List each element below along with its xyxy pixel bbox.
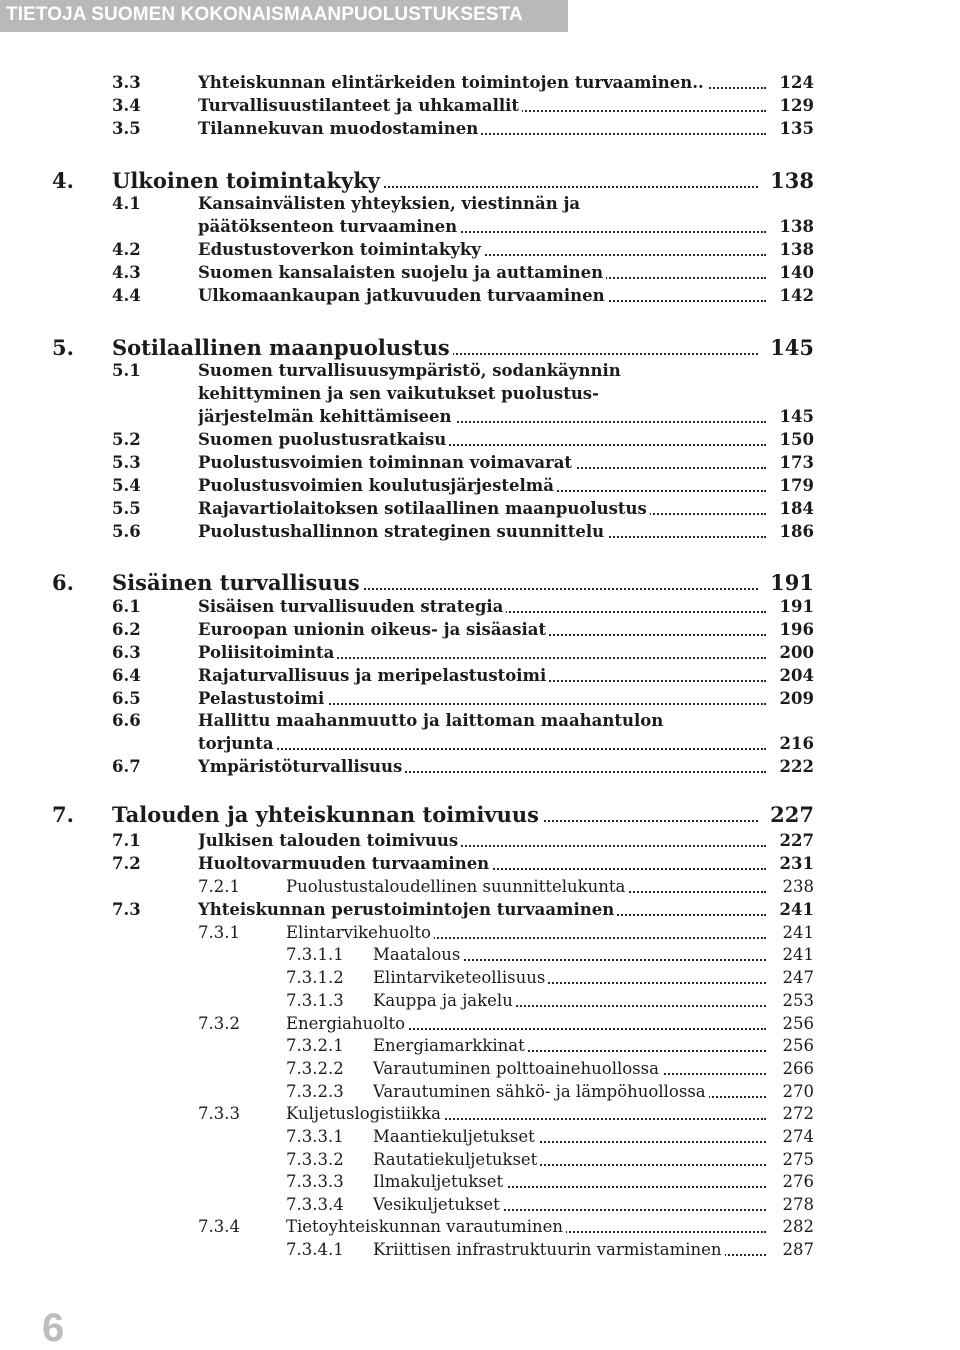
toc-chapter [0, 335, 960, 363]
toc-entry-page: 241 [782, 945, 814, 964]
toc-entry-title: Vesikuljetukset [373, 1195, 503, 1214]
toc-entry-page: 241 [782, 923, 814, 942]
toc-chapter [0, 802, 960, 830]
toc-entry [0, 1194, 960, 1218]
toc-entry-page: 129 [779, 96, 814, 115]
toc-entry-number: 6. [52, 570, 74, 595]
toc-entry-title: Maantiekuljetukset [373, 1127, 538, 1146]
toc-entry-title: Ulkomaankaupan jatkuvuuden turvaaminen [198, 286, 608, 305]
toc-entry [0, 688, 960, 712]
toc-entry-page: 272 [782, 1104, 814, 1123]
toc-entry-page: 209 [779, 689, 814, 708]
toc-entry-number: 5.4 [112, 476, 141, 495]
toc-entry [0, 596, 960, 620]
toc-entry-title: Talouden ja yhteiskunnan toimivuus [112, 802, 542, 827]
toc-entry-title: Suomen turvallisuusympäristö, sodankäynnin [198, 361, 624, 380]
toc-entry-title: Ympäristöturvallisuus [198, 757, 405, 776]
toc-entry [0, 853, 960, 877]
toc-entry-number: 6.7 [112, 757, 141, 776]
toc-entry-page: 173 [779, 453, 814, 472]
toc-entry-title: Kriittisen infrastruktuurin varmistaminen [373, 1240, 725, 1259]
toc-entry [0, 193, 960, 217]
toc-entry-number: 5.5 [112, 499, 141, 518]
toc-entry-title: järjestelmän kehittämiseen [198, 407, 455, 426]
toc-entry-title: Huoltovarmuuden turvaaminen [198, 854, 492, 873]
toc-entry-page: 204 [779, 666, 814, 685]
toc-entry-page: 124 [779, 73, 814, 92]
toc-entry-page: 200 [779, 643, 814, 662]
toc-entry [0, 1013, 960, 1037]
toc-entry-number: 4.4 [112, 286, 141, 305]
toc-entry [0, 967, 960, 991]
dot-leader [198, 748, 766, 750]
toc-entry-number: 5.1 [112, 361, 141, 380]
toc-entry-number: 6.3 [112, 643, 141, 662]
toc-entry-number: 7.3.2.1 [286, 1036, 344, 1055]
toc-entry-number: 6.5 [112, 689, 141, 708]
toc-entry [0, 756, 960, 780]
toc-entry-page: 231 [779, 854, 814, 873]
toc-entry-title: Kauppa ja jakelu [373, 991, 516, 1010]
toc-entry-title: päätöksenteon turvaaminen [198, 217, 460, 236]
toc-entry-number: 7.3.2.2 [286, 1059, 344, 1078]
toc-entry-number: 4.1 [112, 194, 141, 213]
toc-entry-page: 266 [782, 1059, 814, 1078]
toc-entry-number: 3.3 [112, 73, 141, 92]
toc-entry [0, 285, 960, 309]
toc-entry-number: 7.3.4 [198, 1217, 240, 1236]
toc-entry [0, 1149, 960, 1173]
toc-entry [0, 1239, 960, 1263]
toc-entry-page: 270 [782, 1082, 814, 1101]
toc-entry [0, 733, 960, 757]
toc-entry-number: 7.3.1 [198, 923, 240, 942]
toc-entry [0, 830, 960, 854]
toc-chapter [0, 570, 960, 598]
toc-entry-number: 5.2 [112, 430, 141, 449]
toc-entry-title: Pelastustoimi [198, 689, 327, 708]
toc-entry-number: 4.2 [112, 240, 141, 259]
toc-entry-number: 7.3.3.2 [286, 1150, 344, 1169]
toc-entry [0, 360, 960, 384]
toc-entry-number: 7.3.3.4 [286, 1195, 344, 1214]
toc-entry-number: 7.3.2 [198, 1014, 240, 1033]
toc-entry-page: 222 [779, 757, 814, 776]
toc-entry-page: 274 [782, 1127, 814, 1146]
toc-entry-title: Varautuminen polttoainehuollossa [373, 1059, 662, 1078]
toc-entry-number: 7.3.1.1 [286, 945, 344, 964]
toc-entry [0, 899, 960, 923]
toc-entry [0, 1058, 960, 1082]
toc-entry-page: 256 [782, 1014, 814, 1033]
toc-entry-page: 145 [779, 407, 814, 426]
toc-entry-title: torjunta [198, 734, 277, 753]
toc-entry-title: Yhteiskunnan elintärkeiden toimintojen turvaaminen.. [198, 73, 707, 92]
toc-entry-page: 227 [779, 831, 814, 850]
toc-entry-page: 276 [782, 1172, 814, 1191]
toc-entry-title: Energiamarkkinat [373, 1036, 528, 1055]
toc-entry [0, 95, 960, 119]
toc-entry-title: Poliisitoiminta [198, 643, 337, 662]
toc-entry-page: 179 [779, 476, 814, 495]
toc-entry-page: 142 [779, 286, 814, 305]
toc-entry-page: 138 [779, 217, 814, 236]
toc-entry [0, 876, 960, 900]
toc-entry-number: 5.6 [112, 522, 141, 541]
toc-entry-page: 138 [779, 240, 814, 259]
toc-entry [0, 710, 960, 734]
toc-entry-page: 238 [782, 877, 814, 896]
toc-entry [0, 475, 960, 499]
toc-entry [0, 262, 960, 286]
toc-entry-title: Rajavartiolaitoksen sotilaallinen maanpuolustus [198, 499, 650, 518]
toc-entry-page: 256 [782, 1036, 814, 1055]
toc-entry-number: 7.1 [112, 831, 141, 850]
toc-entry-title: Sisäisen turvallisuuden strategia [198, 597, 506, 616]
toc-entry-title: Rajaturvallisuus ja meripelastustoimi [198, 666, 549, 685]
toc-entry-title: kehittyminen ja sen vaikutukset puolustus- [198, 384, 602, 403]
toc-entry-number: 7. [52, 802, 74, 827]
toc-entry-title: Edustustoverkon toimintakyky [198, 240, 484, 259]
toc-entry-page: 138 [770, 168, 814, 193]
toc-entry-number: 7.2.1 [198, 877, 240, 896]
toc-entry [0, 118, 960, 142]
toc-entry-title: Tilannekuvan muodostaminen [198, 119, 481, 138]
toc-entry [0, 521, 960, 545]
toc-entry [0, 383, 960, 407]
toc-entry-page: 247 [782, 968, 814, 987]
toc-entry [0, 1171, 960, 1195]
toc-entry-title: Elintarviketeollisuus [373, 968, 548, 987]
toc-entry-title: Ulkoinen toimintakyky [112, 168, 383, 193]
toc-entry-title: Puolustusvoimien toiminnan voimavarat [198, 453, 575, 472]
toc-entry [0, 498, 960, 522]
toc-entry-number: 6.4 [112, 666, 141, 685]
toc-entry-page: 191 [779, 597, 814, 616]
toc-entry-title: Euroopan unionin oikeus- ja sisäasiat [198, 620, 549, 639]
toc-entry [0, 642, 960, 666]
toc-entry [0, 216, 960, 240]
toc-entry-page: 186 [779, 522, 814, 541]
toc-entry-number: 7.3.3.3 [286, 1172, 344, 1191]
toc-entry-title: Maatalous [373, 945, 463, 964]
toc-entry-title: Elintarvikehuolto [286, 923, 434, 942]
toc-entry-title: Puolustushallinnon strateginen suunnittelu [198, 522, 607, 541]
toc-entry-number: 7.2 [112, 854, 141, 873]
toc-entry [0, 990, 960, 1014]
toc-entry [0, 406, 960, 430]
toc-entry-page: 191 [770, 570, 814, 595]
toc-entry-title: Yhteiskunnan perustoimintojen turvaaminen [198, 900, 617, 919]
running-header: TIETOJA SUOMEN KOKONAISMAANPUOLUSTUKSESTA [6, 4, 523, 25]
toc-entry-title: Turvallisuustilanteet ja uhkamallit [198, 96, 522, 115]
toc-entry [0, 239, 960, 263]
toc-entry-page: 196 [779, 620, 814, 639]
toc-entry-title: Puolustustaloudellinen suunnittelukunta [286, 877, 628, 896]
toc-entry [0, 1126, 960, 1150]
toc-entry [0, 619, 960, 643]
toc-entry-title: Sisäinen turvallisuus [112, 570, 363, 595]
toc-entry-title: Suomen puolustusratkaisu [198, 430, 449, 449]
toc-entry [0, 1216, 960, 1240]
toc-entry-number: 4.3 [112, 263, 141, 282]
toc-entry-page: 184 [779, 499, 814, 518]
toc-entry-number: 7.3 [112, 900, 141, 919]
toc-entry-number: 7.3.4.1 [286, 1240, 344, 1259]
toc-entry-title: Kuljetuslogistiikka [286, 1104, 444, 1123]
page-number: 6 [42, 1306, 65, 1350]
toc-entry-page: 140 [779, 263, 814, 282]
toc-entry-number: 5.3 [112, 453, 141, 472]
toc-entry-number: 7.3.3.1 [286, 1127, 344, 1146]
toc-entry-page: 241 [779, 900, 814, 919]
toc-entry-page: 287 [782, 1240, 814, 1259]
toc-entry-title: Puolustusvoimien koulutusjärjestelmä [198, 476, 557, 495]
toc-entry-number: 3.5 [112, 119, 141, 138]
toc-entry-number: 4. [52, 168, 74, 193]
toc-entry-number: 7.3.1.2 [286, 968, 344, 987]
toc-entry [0, 452, 960, 476]
toc-entry-number: 3.4 [112, 96, 141, 115]
toc-entry-page: 275 [782, 1150, 814, 1169]
toc-entry [0, 922, 960, 946]
toc-chapter [0, 168, 960, 196]
toc-entry-page: 145 [770, 335, 814, 360]
toc-entry-title: Sotilaallinen maanpuolustus [112, 335, 453, 360]
toc-entry [0, 665, 960, 689]
toc-entry-number: 5. [52, 335, 74, 360]
toc-entry [0, 1081, 960, 1105]
toc-entry-page: 282 [782, 1217, 814, 1236]
toc-entry-title: Tietoyhteiskunnan varautuminen [286, 1217, 566, 1236]
toc-entry-title: Energiahuolto [286, 1014, 408, 1033]
toc-entry [0, 72, 960, 96]
toc-entry-title: Ilmakuljetukset [373, 1172, 506, 1191]
toc-entry-number: 6.1 [112, 597, 141, 616]
toc-entry-page: 227 [770, 802, 814, 827]
toc-entry-number: 7.3.2.3 [286, 1082, 344, 1101]
toc-entry-title: Hallittu maahanmuutto ja laittoman maahantulon [198, 711, 666, 730]
toc-entry-page: 135 [779, 119, 814, 138]
toc-entry-title: Julkisen talouden toimivuus [198, 831, 461, 850]
toc-entry-page: 150 [779, 430, 814, 449]
toc-entry-number: 7.3.1.3 [286, 991, 344, 1010]
toc-entry-title: Varautuminen sähkö- ja lämpöhuollossa [373, 1082, 709, 1101]
toc-entry-title: Kansainvälisten yhteyksien, viestinnän ja [198, 194, 583, 213]
toc-entry-page: 278 [782, 1195, 814, 1214]
toc-entry-number: 6.2 [112, 620, 141, 639]
toc-entry [0, 429, 960, 453]
toc-entry-number: 6.6 [112, 711, 141, 730]
toc-entry-title: Suomen kansalaisten suojelu ja auttaminen [198, 263, 606, 282]
toc-entry-title: Rautatiekuljetukset [373, 1150, 540, 1169]
toc-entry-number: 7.3.3 [198, 1104, 240, 1123]
toc-entry [0, 1103, 960, 1127]
toc-entry [0, 944, 960, 968]
toc-entry-page: 216 [779, 734, 814, 753]
toc-entry [0, 1035, 960, 1059]
toc-entry-page: 253 [782, 991, 814, 1010]
